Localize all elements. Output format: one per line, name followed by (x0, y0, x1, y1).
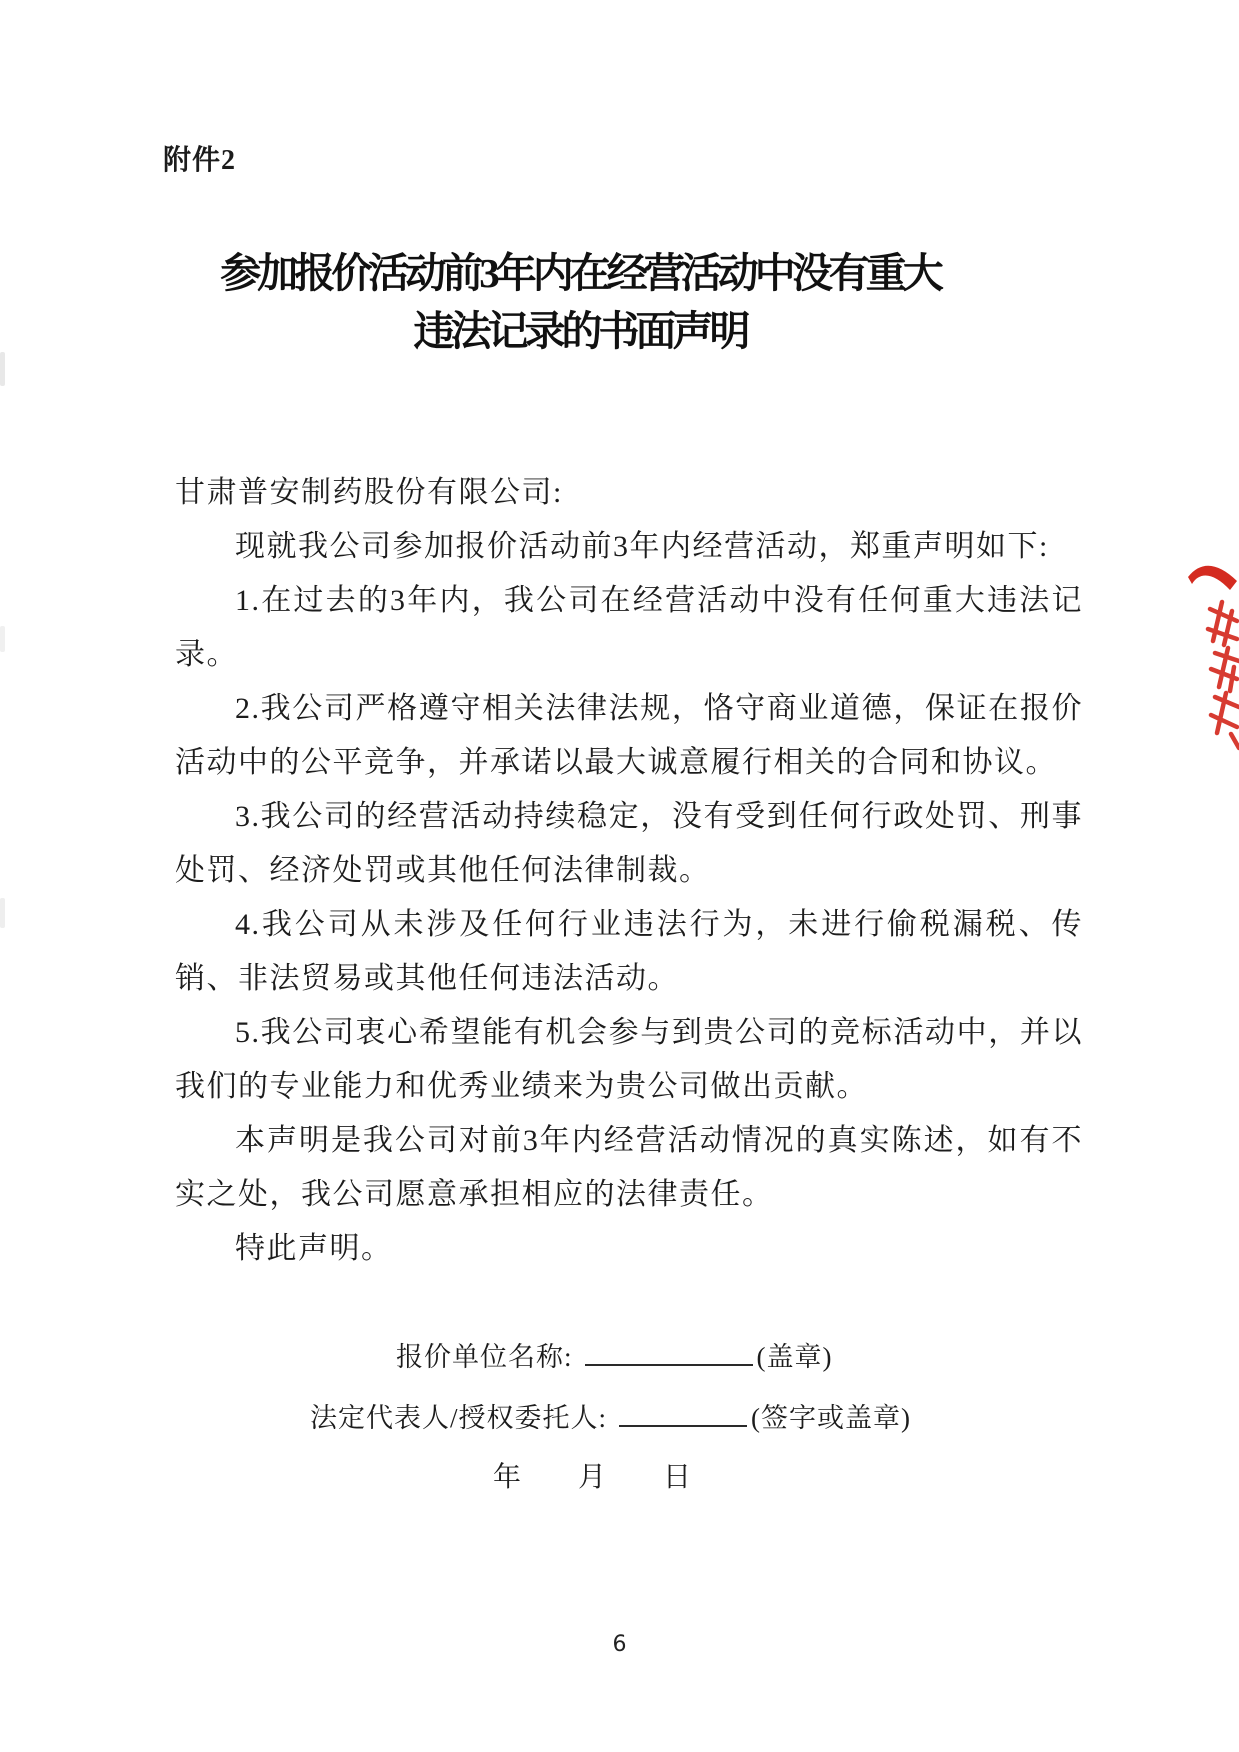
company-name-label: 报价单位名称: (396, 1342, 573, 1372)
red-stamp-fragment-icon (1185, 556, 1239, 758)
attachment-label: 附件2 (163, 145, 237, 176)
company-name-blank-line (585, 1341, 753, 1366)
date-month-label: 月 (578, 1462, 607, 1493)
signature-company-line (396, 1335, 833, 1374)
scan-artifact (0, 626, 5, 652)
document-title (140, 244, 1020, 360)
title-line-2: 违法记录的书面声明 (413, 308, 747, 354)
signature-representative-line (310, 1396, 911, 1435)
paragraph-closing-statement: 本声明是我公司对前3年内经营活动情况的真实陈述，如有不实之处，我公司愿意承担相应的法律责任。 (175, 1124, 1083, 1211)
title-line-1: 参加报价活动前3年内在经营活动中没有重大 (220, 250, 940, 296)
salutation: 甘肃普安制药股份有限公司: (175, 476, 563, 509)
paragraph-item-2: 2.我公司严格遵守相关法律法规，恪守商业道德，保证在报价活动中的公平竞争，并承诺以最大诚意履行相关的合同和协议。 (175, 692, 1083, 779)
paragraph-intro: 现就我公司参加报价活动前3年内经营活动，郑重声明如下: (235, 530, 1049, 563)
paragraph-hereby-declare: 特此声明。 (235, 1232, 393, 1265)
paragraph-item-4: 4.我公司从未涉及任何行业违法行为，未进行偷税漏税、传销、非法贸易或其他任何违法活动。 (175, 908, 1083, 995)
representative-blank-line (619, 1402, 747, 1427)
date-day-label: 日 (663, 1462, 692, 1493)
signature-date-line (493, 1455, 691, 1495)
paragraph-item-3: 3.我公司的经营活动持续稳定，没有受到任何行政处罚、刑事处罚、经济处罚或其他任何法律制裁。 (175, 800, 1083, 887)
representative-label: 法定代表人/授权委托人: (310, 1403, 608, 1433)
paragraph-item-1: 1.在过去的3年内，我公司在经营活动中没有任何重大违法记录。 (175, 584, 1083, 671)
page-number: 6 (612, 1632, 627, 1657)
date-year-label: 年 (493, 1462, 522, 1493)
representative-sign-note: (签字或盖章) (751, 1403, 911, 1433)
scan-artifact (0, 352, 5, 386)
paragraph-item-5: 5.我公司衷心希望能有机会参与到贵公司的竞标活动中，并以我们的专业能力和优秀业绩来为贵公司做出贡献。 (175, 1016, 1083, 1103)
scan-artifact (0, 898, 5, 928)
declaration-body (175, 466, 1083, 1276)
company-seal-note: (盖章) (756, 1342, 833, 1372)
